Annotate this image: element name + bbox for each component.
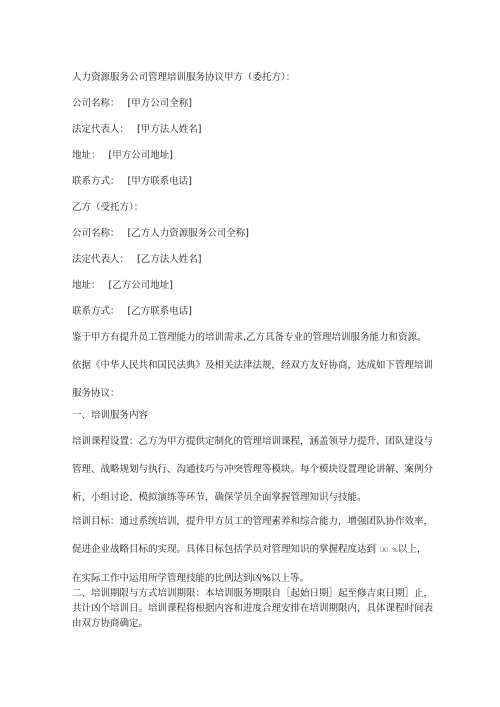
party-b-rep-row [72,254,432,266]
party-a-address-row [72,150,432,162]
doc-heading: 人力资源服务公司管理培训服务协议甲方（委托方）： [72,72,296,83]
party-b-contact-value: [乙方联系电话] [127,306,192,317]
goals-x-placeholder: 〔X〕% [376,547,398,554]
party-b-address-row [72,280,432,292]
party-a-rep-value: [甲方法人姓名] [137,124,202,135]
party-b-address-label: 地址： [72,280,101,291]
party-a-contact-value: [甲方联系电话] [127,176,192,187]
section-1-paragraph-courses: 培训课程设置：乙方为甲方提供定制化的管理培训课程，涵盖领导力提升、团队建设与管理、战略规划与执行、沟通技巧与冲突管理等模块。每个模块设置理论讲解、案例分析、小组讨论、模拟演练等环节，确保学员全面掌握管理知识与技能。 [72,436,434,503]
party-a-address-label: 地址： [72,150,101,161]
party-a-company-value: [甲方公司全称] [127,98,192,109]
goals-text-part-2: 以上，在实际工作中运用所学管理技能的比例达到凶%以上等。 [72,544,427,584]
section-1-title: 一、培训服务内容 [72,410,149,421]
party-b-contact-row [72,306,432,318]
party-b-company-label: 公司名称： [72,228,120,239]
party-a-company-label: 公司名称： [72,98,120,109]
party-b-contact-label: 联系方式： [72,306,120,317]
party-a-rep-row [72,124,432,136]
party-a-address-value: [甲方公司地址] [108,150,173,161]
party-a-contact-row [72,176,432,188]
party-b-rep-label: 法定代表人： [72,254,130,265]
party-a-company-row [72,98,432,110]
party-a-contact-label: 联系方式： [72,176,120,187]
goals-text-part-1: 培训目标：通过系统培训，提升甲方员工的管理素养和综合能力，增强团队协作效率，促进企业战略目标的实现。具体目标包括学员对管理知识的掌握程度达到 [72,516,434,555]
section-1-paragraph-goals [72,508,434,593]
party-a-rep-label: 法定代表人： [72,124,130,135]
preamble-paragraph: 鉴于甲方有提升员工管理能力的培训需求,乙方具备专业的管理培训服务能力和资源。依据《中华人民共和国民法典》及相关法律法规，经双方友好协商，达成如下管理培训服务协议： [72,332,434,399]
party-b-heading: 乙方（受托方）： [72,202,144,213]
section-2-paragraph: 二、培训期限与方式培训期限：本培训服务期限自［起始日期］起至修吉束日期］止，共计凶个培训日。培训课程将根据内容和进度合理安排在培训期限内，具体课程时间表由双方协商确定。 [72,588,434,629]
party-b-address-value: [乙方公司地址] [108,280,173,291]
party-b-rep-value: [乙方法人姓名] [137,254,202,265]
party-b-company-row [72,228,432,240]
party-b-company-value: [乙方人力资源服务公司全称] [127,228,249,239]
